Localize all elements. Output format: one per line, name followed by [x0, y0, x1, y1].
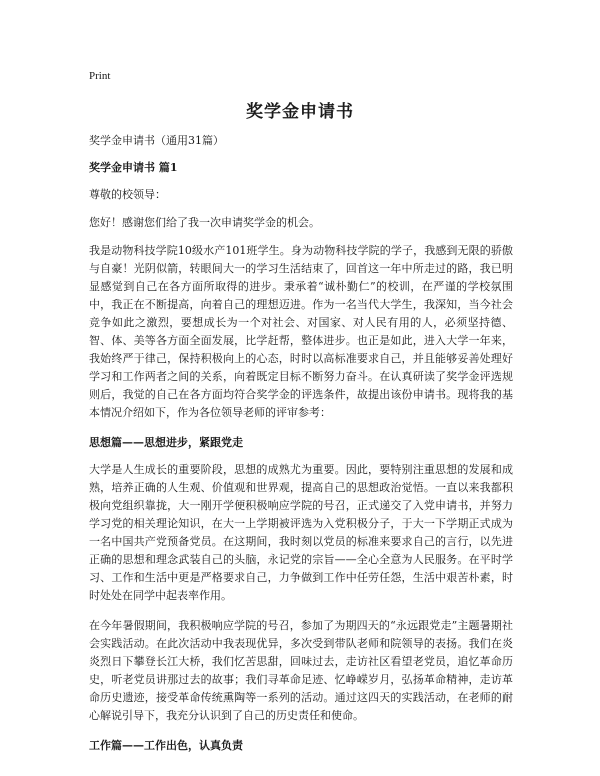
print-label[interactable]: Print — [89, 70, 111, 82]
document-title: 奖学金申请书 — [246, 102, 354, 122]
work-section-heading: 工作篇——工作出色，认真负责 — [89, 739, 243, 752]
thought-paragraph-2: 在今年暑假期间，我积极响应学院的号召，参加了为期四天的“永远跟党走”主题暑期社会实践活动。在此次活动中我表现优异，多次受到带队老师和院领导的表扬。我们在炎炎烈日下攀登长江大桥，我们忆苦思甜，回味过去，走访社区看望老党员，追忆革命历史，听老党员讲那过去的故事；我们寻革命足迹、忆峥嵘岁月，弘扬革命精神，走访革命历史遗迹，接受革命传统熏陶等一系列的活动。通过这四天的实践活动，在老师的耐心解说引导下，我充分认识到了自己的历史责任和使命。 — [89, 619, 513, 722]
greeting: 您好！感谢您们给了我一次申请奖学金的机会。 — [89, 216, 320, 229]
document-subtitle: 奖学金申请书（通用31篇） — [89, 134, 224, 147]
thought-section-heading: 思想篇——思想进步，紧跟党走 — [89, 436, 243, 449]
document-body — [89, 132, 513, 764]
intro-paragraph: 我是动物科技学院10级水产101班学生。身为动物科技学院的学子，我感到无限的骄傲与自豪！光阴似箭，转眼间大一的学习生活结束了，回首这一年中所走过的路，我已明显感觉到自己在各方面所取得的进步。秉承着“诚朴勤仁”的校训，在严谨的学校氛围中，我正在不断提高，向着自己的理想迈进。作为一名当代大学生，我深知，当今社会竞争如此之激烈，要想成长为一个对社会、对国家、对人民有用的人，必须坚持德、智、体、美等各方面全面发展，比学赶帮，整体进步。也正是如此，进入大学一年来，我始终严于律己，保持积极向上的心态，时时以高标准要求自己，并且能够妥善处理好学习和工作两者之间的关系，向着既定目标不断努力奋斗。在认真研读了奖学金评选规则后，我觉的自己在各方面均符合奖学金的评选条件，故提出该份申请书。现将我的基本情况介绍如下，作为各位领导老师的评审参考： — [89, 244, 513, 419]
thought-paragraph-1: 大学是人生成长的重要阶段，思想的成熟尤为重要。因此，要特别注重思想的发展和成熟，培养正确的人生观、价值观和世界观，提高自己的思想政治觉悟。一直以来我都积极向党组织靠拢，大一刚开学便积极响应学院的号召，正式递交了入党申请书，并努力学习党的相关理论知识，在大一上学期被评选为入党积极分子，于大一下学期正式成为一名中国共产党预备党员。在这期间，我时刻以党员的标准来要求自己的言行，以先进正确的思想和理念武装自己的头脑，永记党的宗旨——全心全意为人民服务。在平时学习、工作和生活中更是严格要求自己，力争做到工作中任劳任怨，生活中艰苦朴素，时时处处在同学中起表率作用。 — [89, 463, 513, 602]
salutation: 尊敬的校领导： — [89, 188, 166, 201]
section-heading-1: 奖学金申请书 篇1 — [89, 161, 178, 174]
